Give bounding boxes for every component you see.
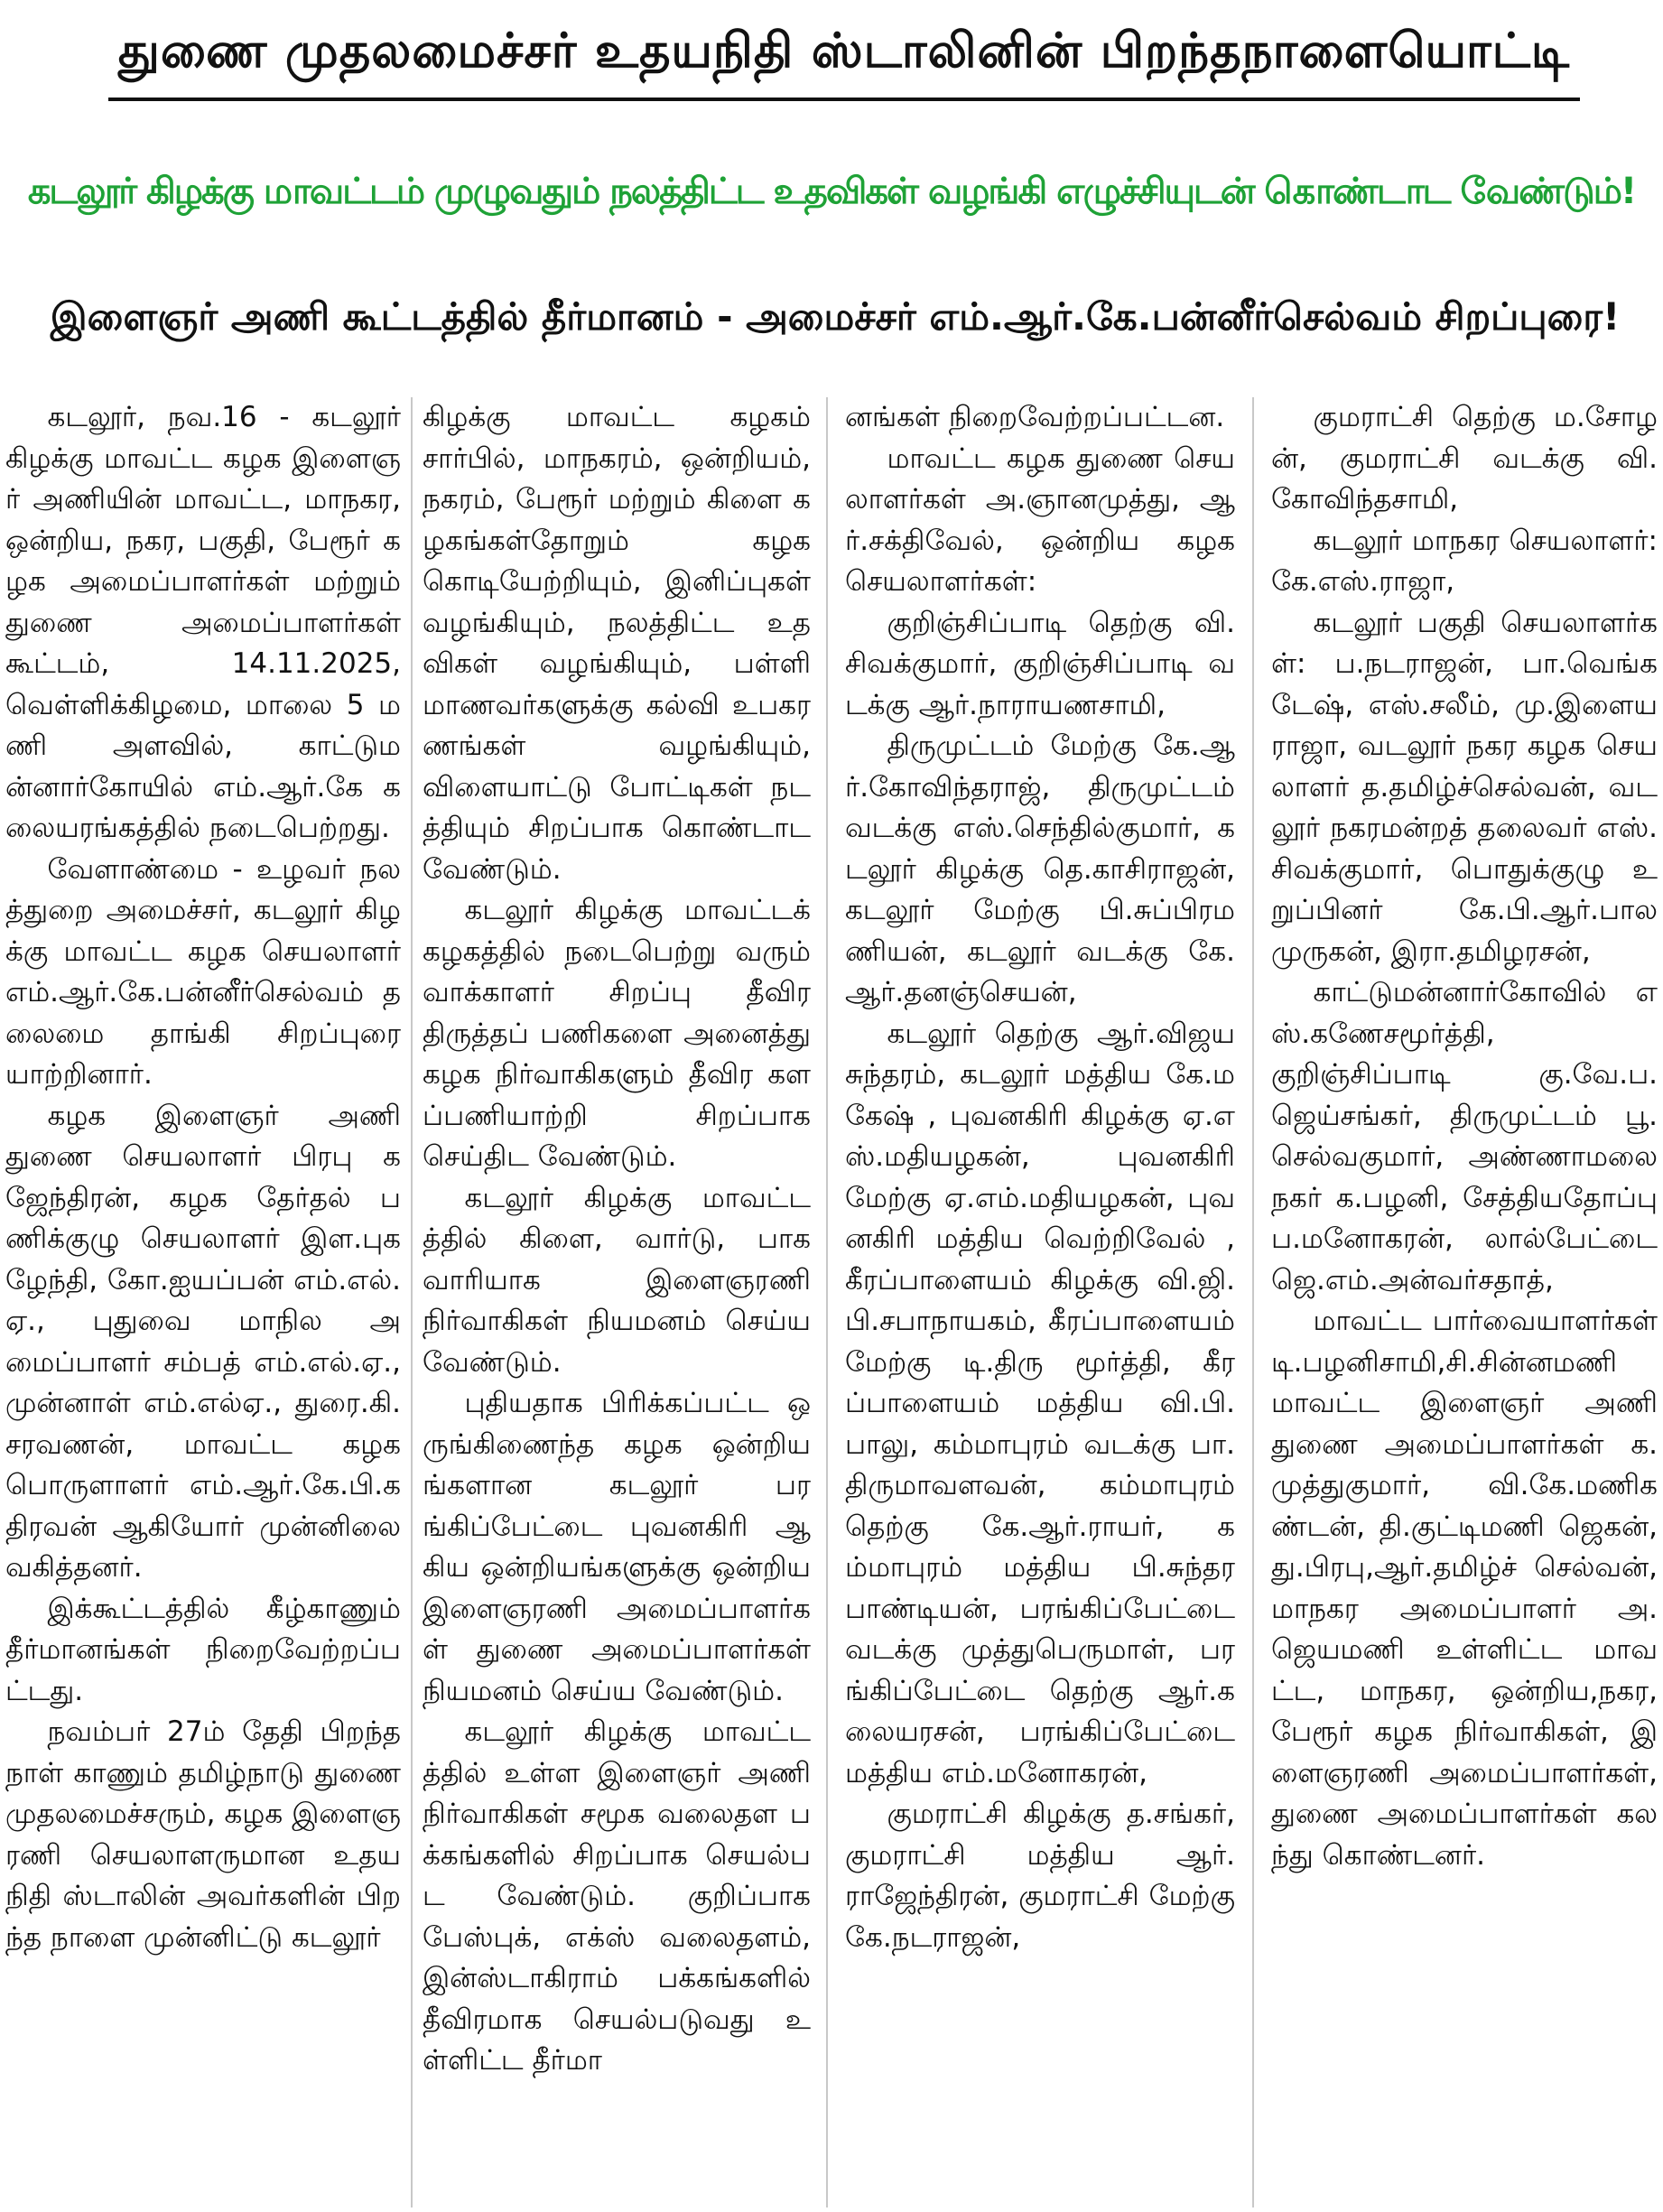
column-1 (5, 397, 401, 2207)
paragraph: இக்கூட்டத்தில் கீழ்காணும் தீர்மானங்கள் நிறைவேற்றப்பட்டது. (5, 1592, 401, 1707)
column-2 (423, 397, 811, 2207)
paragraph: கடலூர் கிழக்கு மாவட்டத்தில் கிளை, வார்டு, பாக வாரியாக இளைஞரணி நிர்வாகிகள் நியமனம் செய்ய வேண்டும். (423, 1181, 811, 1379)
paragraph: கடலூர் கிழக்கு மாவட்டக் கழகத்தில் நடைபெற்று வரும் வாக்காளர் சிறப்பு தீவிர திருத்தப் பணிகளை அனைத்து கழக நிர்வாகிகளும் தீவிர களப்பணியாற்றி சிறப்பாக செய்திட வேண்டும். (423, 894, 811, 1173)
paragraph: கிழக்கு மாவட்ட கழகம் சார்பில், மாநகரம், ஒன்றியம், நகரம், பேரூர் மற்றும் கிளை கழகங்கள்தோறும் கழக கொடியேற்றியும், இனிப்புகள் வழங்கியும், நலத்திட்ட உதவிகள் வழங்கியும், பள்ளி மாணவர்களுக்கு கல்வி உபகரணங்கள் வழங்கியும், விளையாட்டு போட்டிகள் நடத்தியும் சிறப்பாக கொண்டாட வேண்டும். (423, 401, 811, 886)
paragraph: மாவட்ட பார்வையாளர்கள் டி.பழனிசாமி,சி.சின்னமணி மாவட்ட இளைஞர் அணி துணை அமைப்பாளர்கள் க.முத்துகுமார், வி.கே.மணிகண்டன், தி.குட்டிமணி ஜெகன், து.பிரபு,ஆர்.தமிழ்ச் செல்வன், மாநகர அமைப்பாளர் அ.ஜெயமணி உள்ளிட்ட மாவட்ட, மாநகர, ஒன்றிய,நகர, பேரூர் கழக நிர்வாகிகள், இளைஞரணி அமைப்பாளர்கள், துணை அமைப்பாளர்கள் கலந்து கொண்டனர். (1271, 1305, 1658, 1872)
paragraph: காட்டுமன்னார்கோவில் எஸ்.கணேசமூர்த்தி, குறிஞ்சிப்பாடி கு.வே.ப.ஜெய்சங்கர், திருமுட்டம் பூ.செல்வகுமார், அண்ணாமலை நகர் க.பழனி, சேத்தியதோப்பு ப.மனோகரன், லால்பேட்டை ஜெ.எம்.அன்வர்சதாத், (1271, 976, 1658, 1297)
kicker-underline (108, 98, 1580, 101)
paragraph: மாவட்ட கழக துணை செயலாளர்கள் அ.ஞானமுத்து, ஆர்.சக்திவேல், ஒன்றிய கழக செயலாளர்கள்: (845, 441, 1235, 598)
paragraph: வேளாண்மை - உழவர் நலத்துறை அமைச்சர், கடலூர் கிழக்கு மாவட்ட கழக செயலாளர் எம்.ஆர்.கே.பன்னீர்செல்வம் தலைமை தாங்கி சிறப்புரை யாற்றினார். (5, 852, 401, 1091)
paragraph: கடலூர் மாநகர செயலாளர்: கே.எஸ்.ராஜா, (1271, 524, 1658, 598)
paragraph: குறிஞ்சிப்பாடி தெற்கு வி.சிவக்குமார், குறிஞ்சிப்பாடி வடக்கு ஆர்.நாராயணசாமி, (845, 606, 1235, 721)
column-divider (826, 397, 828, 2207)
sub-headline: இளைஞர் அணி கூட்டத்தில் தீர்மானம் - அமைச்சர் எம்.ஆர்.கே.பன்னீர்செல்வம் சிறப்புரை! (50, 294, 1621, 339)
paragraph: புதியதாக பிரிக்கப்பட்ட ஒருங்கிணைந்த கழக ஒன்றியங்களான கடலூர் பரங்கிப்பேட்டை புவனகிரி ஆகிய ஒன்றியங்களுக்கு ஒன்றிய இளைஞரணி அமைப்பாளர்கள் துணை அமைப்பாளர்கள் நியமனம் செய்ய வேண்டும். (423, 1387, 811, 1707)
paragraph: கடலூர் தெற்கு ஆர்.விஜயசுந்தரம், கடலூர் மத்திய கே.மகேஷ் , புவனகிரி கிழக்கு ஏ.எஸ்.மதியழகன், புவனகிரி மேற்கு ஏ.எம்.மதியழகன், புவனகிரி மத்திய வெற்றிவேல் , கீரப்பாளையம் கிழக்கு வி.ஜி.பி.சபாநாயகம், கீரப்பாளையம் மேற்கு டி.திரு மூர்த்தி, கீரப்பாளையம் மத்திய வி.பி.பாலு, கம்மாபுரம் வடக்கு பா.திருமாவளவன், கம்மாபுரம் தெற்கு கே.ஆர்.ராயர், கம்மாபுரம் மத்திய பி.சுந்தரபாண்டியன், பரங்கிப்பேட்டை வடக்கு முத்துபெருமாள், பரங்கிப்பேட்டை தெற்கு ஆர்.கலையரசன், பரங்கிப்பேட்டை மத்திய எம்.மனோகரன், (845, 1017, 1235, 1789)
paragraph: திருமுட்டம் மேற்கு கே.ஆர்.கோவிந்தராஜ், திருமுட்டம் வடக்கு எஸ்.செந்தில்குமார், கடலூர் கிழக்கு தெ.காசிராஜன், கடலூர் மேற்கு பி.சுப்பிரமணியன், கடலூர் வடக்கு கே.ஆர்.தனஞ்செயன், (845, 730, 1235, 1008)
main-headline: கடலூர் கிழக்கு மாவட்டம் முழுவதும் நலத்திட்ட உதவிகள் வழங்கி எழுச்சியுடன் கொண்டாட வேண்டும்! (27, 171, 1636, 212)
paragraph: கழக இளைஞர் அணி துணை செயலாளர் பிரபு கஜேந்திரன், கழக தேர்தல் பணிக்குழு செயலாளர் இள.புகழேந்தி, கோ.ஐயப்பன் எம்.எல்.ஏ., புதுவை மாநில அமைப்பாளர் சம்பத் எம்.எல்.ஏ., முன்னாள் எம்.எல்ஏ., துரை.கி.சரவணன், மாவட்ட கழக பொருளாளர் எம்.ஆர்.கே.பி.கதிரவன் ஆகியோர் முன்னிலை வகித்தனர். (5, 1099, 401, 1584)
paragraph: கடலூர் கிழக்கு மாவட்டத்தில் உள்ள இளைஞர் அணி நிர்வாகிகள் சமூக வலைதள பக்கங்களில் சிறப்பாக செயல்பட வேண்டும். குறிப்பாக பேஸ்புக், எக்ஸ் வலைதளம், இன்ஸ்டாகிராம் பக்கங்களில் தீவிரமாக செயல்படுவது உள்ளிட்ட தீர்மா (423, 1715, 811, 2077)
dateline-paragraph: கடலூர், நவ.16 - கடலூர் கிழக்கு மாவட்ட கழக இளைஞர் அணியின் மாவட்ட, மாநகர, ஒன்றிய, நகர, பகுதி, பேரூர் கழக அமைப்பாளர்கள் மற்றும் துணை அமைப்பாளர்கள் கூட்டம், 14.11.2025, வெள்ளிக்கிழமை, மாலை 5 மணி அளவில், காட்டுமன்னார்கோயில் எம்.ஆர்.கே கலையரங்கத்தில் நடைபெற்றது. (5, 401, 401, 844)
article-columns (5, 397, 1658, 2207)
paragraph: கடலூர் பகுதி செயலாளர்கள்: ப.நடராஜன், பா.வெங்கடேஷ், எஸ்.சலீம், மு.இளையராஜா, வடலூர் நகர கழக செயலாளர் த.தமிழ்ச்செல்வன், வடலூர் நகரமன்றத் தலைவர் எஸ்.சிவக்குமார், பொதுக்குழு உறுப்பினர் கே.பி.ஆர்.பாலமுருகன், இரா.தமிழரசன், (1271, 606, 1658, 968)
column-divider (411, 397, 413, 2207)
column-divider (1252, 397, 1254, 2207)
kicker-headline: துணை முதலமைச்சர் உதயநிதி ஸ்டாலினின் பிறந்தநாளையொட்டி (117, 23, 1571, 79)
column-4 (1271, 397, 1658, 2207)
paragraph: நவம்பர் 27ம் தேதி பிறந்த நாள் காணும் தமிழ்நாடு துணை முதலமைச்சரும், கழக இளைஞரணி செயலாளருமான உதயநிதி ஸ்டாலின் அவர்களின் பிறந்த நாளை முன்னிட்டு கடலூர் (5, 1715, 401, 1954)
paragraph: குமராட்சி தெற்கு ம.சோழன், குமராட்சி வடக்கு வி.கோவிந்தசாமி, (1271, 401, 1658, 516)
paragraph: குமராட்சி கிழக்கு த.சங்கர், குமராட்சி மத்திய ஆர்.ராஜேந்திரன், குமராட்சி மேற்கு கே.நடராஜன், (845, 1798, 1235, 1954)
column-3 (845, 397, 1235, 2207)
paragraph: னங்கள் நிறைவேற்றப்பட்டன. (845, 401, 1225, 433)
